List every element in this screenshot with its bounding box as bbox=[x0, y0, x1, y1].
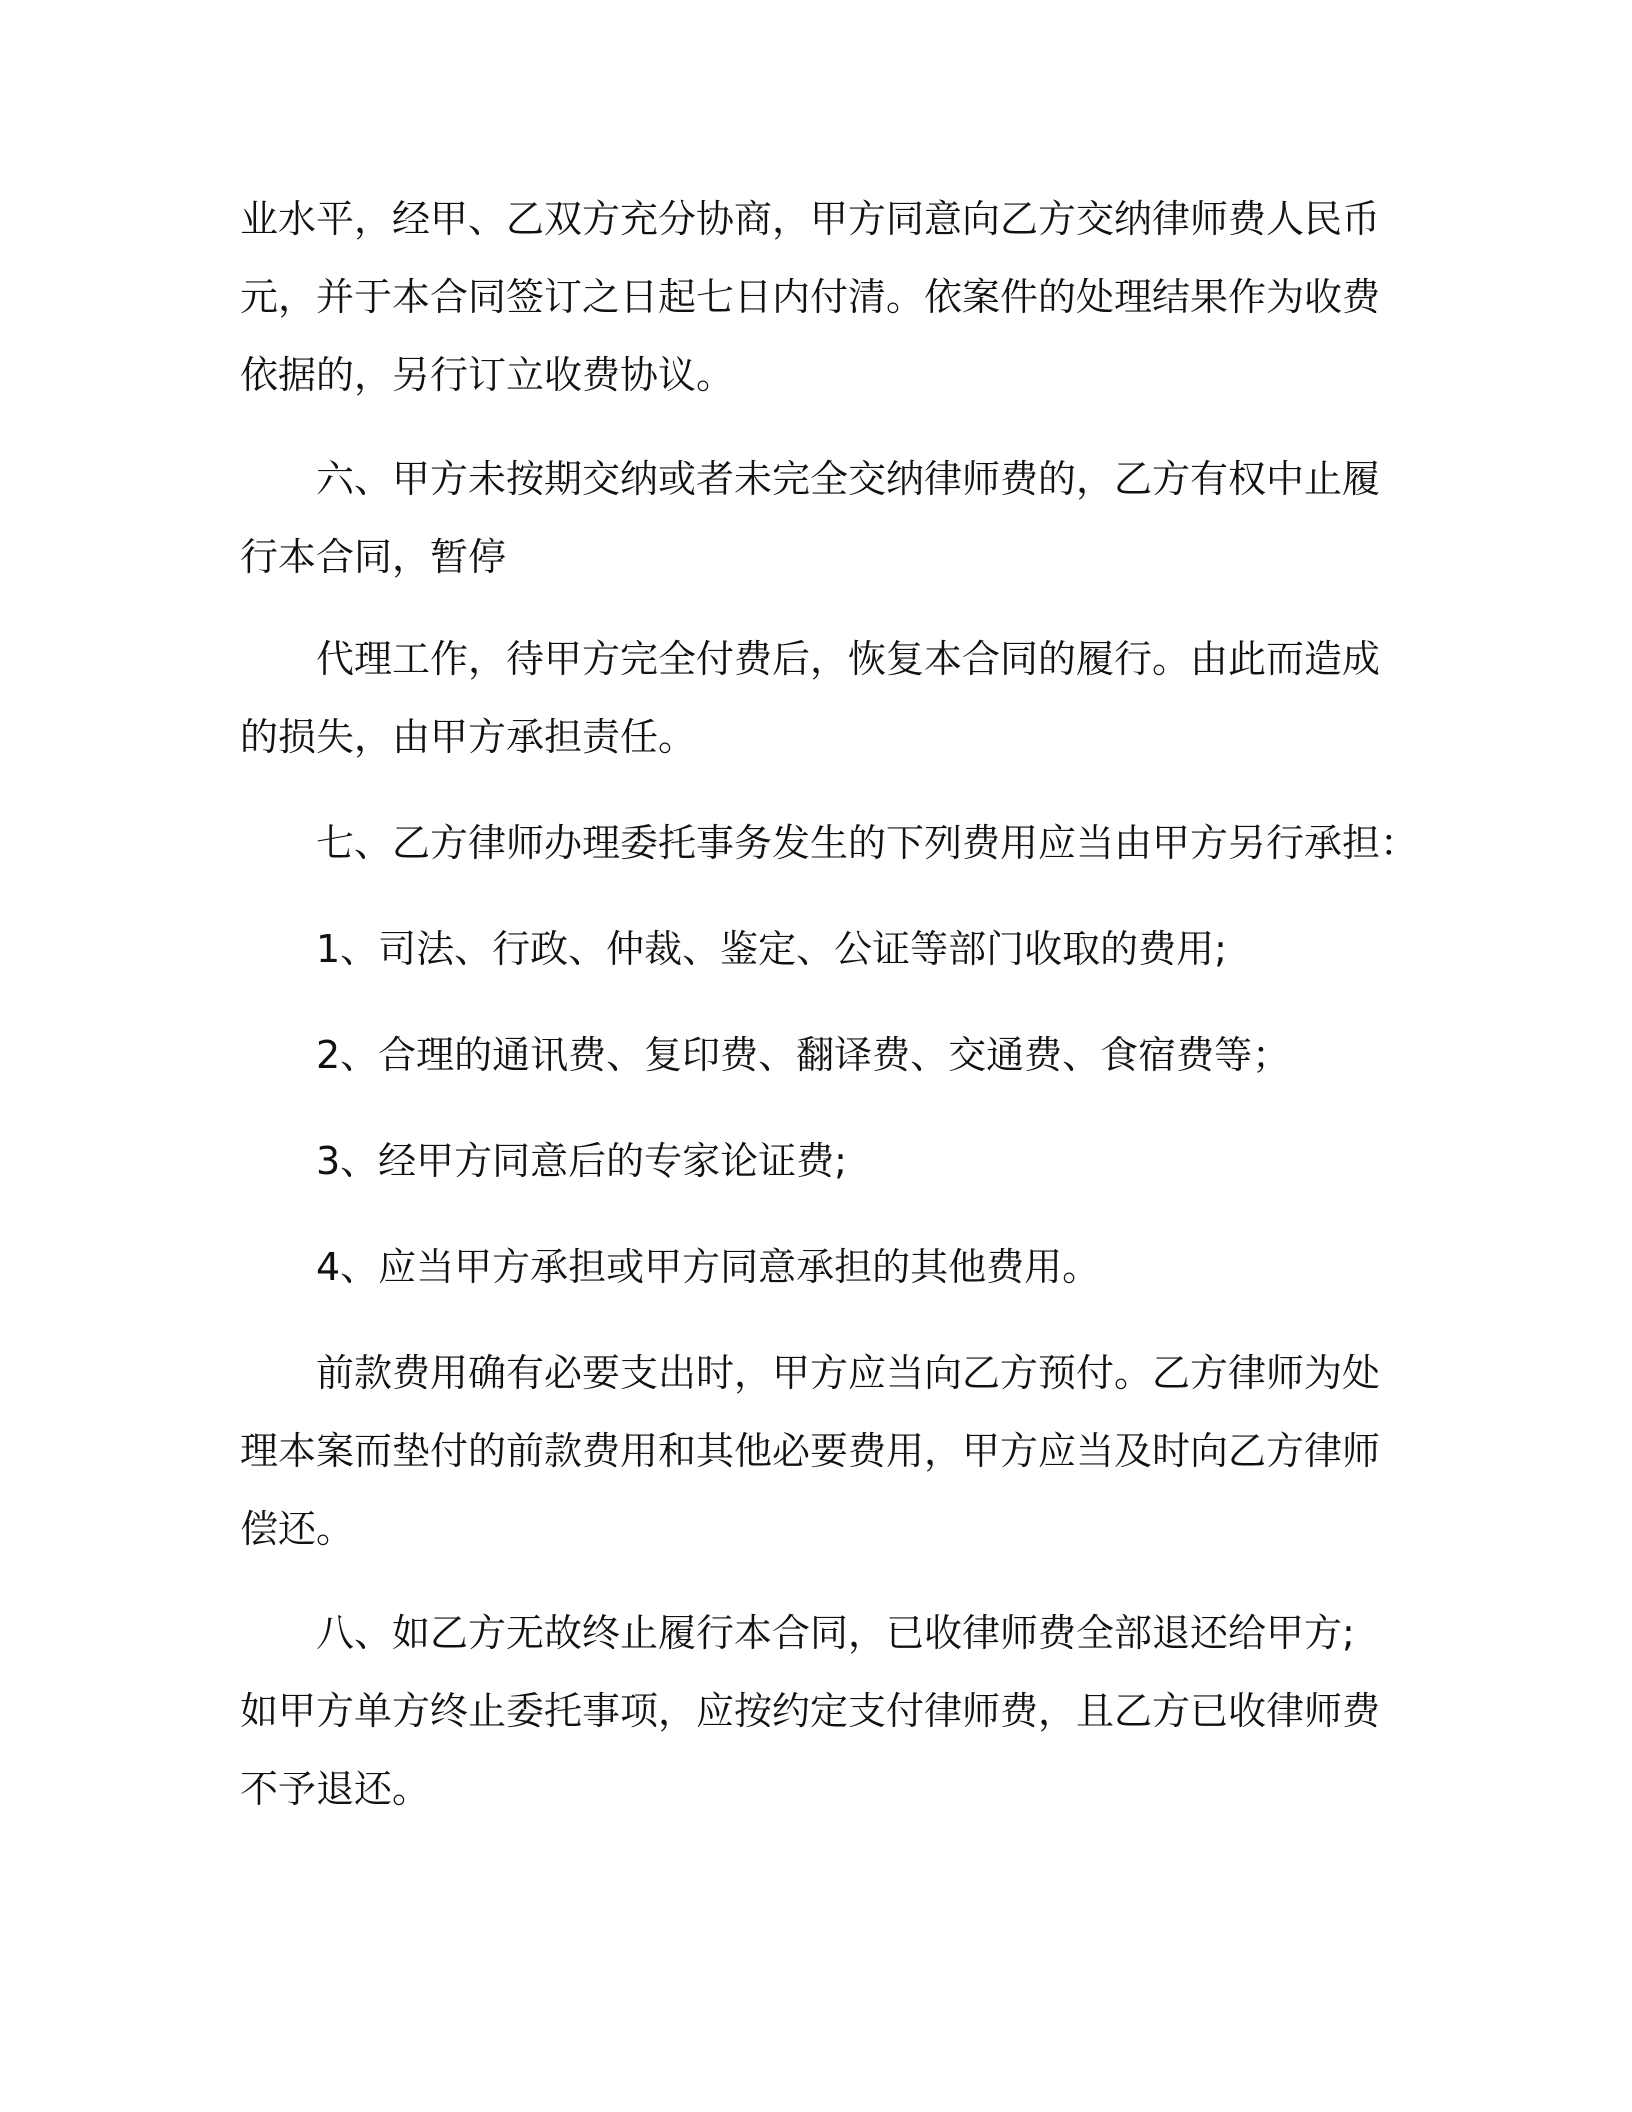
text-line: 六、甲方未按期交纳或者未完全交纳律师费的，乙方有权中止履 bbox=[240, 457, 1381, 501]
text-line: 2、合理的通讯费、复印费、翻译费、交通费、食宿费等； bbox=[240, 1033, 1291, 1077]
paragraph-clause-6-continued bbox=[240, 620, 1400, 776]
list-item-4 bbox=[240, 1228, 1400, 1306]
text-line: 偿还。 bbox=[240, 1507, 355, 1551]
text-line: 元，并于本合同签订之日起七日内付清。依案件的处理结果作为收费 bbox=[240, 275, 1381, 319]
list-item-3 bbox=[240, 1122, 1400, 1200]
text-line: 前款费用确有必要支出时，甲方应当向乙方预付。乙方律师为处 bbox=[240, 1351, 1381, 1395]
paragraph-fee-amount bbox=[240, 180, 1400, 414]
text-line: 不予退还。 bbox=[240, 1767, 431, 1811]
text-line: 八、如乙方无故终止履行本合同，已收律师费全部退还给甲方; bbox=[240, 1611, 1355, 1655]
document-page bbox=[240, 180, 1419, 1828]
text-line: 3、经甲方同意后的专家论证费; bbox=[240, 1139, 847, 1183]
text-line: 业水平，经甲、乙双方充分协商，甲方同意向乙方交纳律师费人民币 bbox=[240, 197, 1381, 241]
text-line: 的损失，由甲方承担责任。 bbox=[240, 715, 697, 759]
text-line: 行本合同，暂停 bbox=[240, 535, 507, 579]
list-item-2 bbox=[240, 1016, 1400, 1094]
paragraph-clause-8 bbox=[240, 1594, 1400, 1828]
paragraph-clause-6 bbox=[240, 440, 1400, 596]
text-line: 依据的，另行订立收费协议。 bbox=[240, 353, 735, 397]
text-line: 代理工作，待甲方完全付费后，恢复本合同的履行。由此而造成 bbox=[240, 637, 1381, 681]
paragraph-clause-7 bbox=[240, 804, 1419, 882]
text-line: 七、乙方律师办理委托事务发生的下列费用应当由甲方另行承担： bbox=[240, 821, 1419, 865]
text-line: 理本案而垫付的前款费用和其他必要费用，甲方应当及时向乙方律师 bbox=[240, 1429, 1381, 1473]
paragraph-prepayment bbox=[240, 1334, 1400, 1568]
list-item-1 bbox=[240, 910, 1400, 988]
text-line: 如甲方单方终止委托事项，应按约定支付律师费，且乙方已收律师费 bbox=[240, 1689, 1381, 1733]
text-line: 1、司法、行政、仲裁、鉴定、公证等部门收取的费用; bbox=[240, 927, 1227, 971]
text-line: 4、应当甲方承担或甲方同意承担的其他费用。 bbox=[240, 1245, 1101, 1289]
